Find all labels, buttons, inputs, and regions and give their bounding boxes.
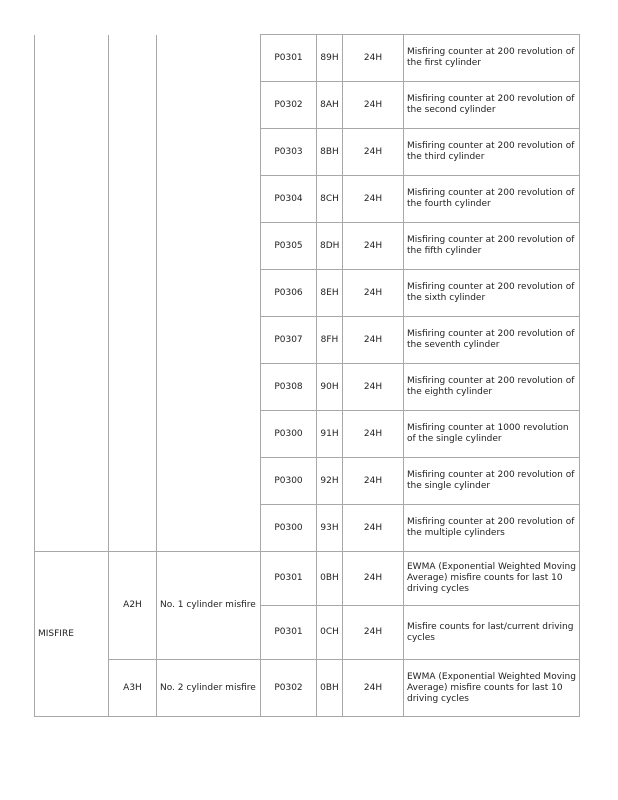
description: Misfiring counter at 200 revolution of the multiple cylinders — [404, 505, 580, 552]
test-id: 8FH — [317, 317, 343, 364]
dtc-code: P0300 — [261, 411, 317, 458]
dtc-code: P0302 — [261, 82, 317, 129]
description: Misfiring counter at 200 revolution of the fourth cylinder — [404, 176, 580, 223]
component-id: 24H — [343, 411, 404, 458]
component-id: 24H — [343, 35, 404, 82]
component-id: 24H — [343, 458, 404, 505]
dtc-code: P0301 — [261, 552, 317, 606]
dtc-code: P0303 — [261, 129, 317, 176]
dtc-code: P0301 — [261, 35, 317, 82]
description: Misfiring counter at 200 revolution of the seventh cylinder — [404, 317, 580, 364]
description: EWMA (Exponential Weighted Moving Average) misfire counts for last 10 driving cycles — [404, 660, 580, 717]
dtc-code: P0302 — [261, 660, 317, 717]
test-id: 8CH — [317, 176, 343, 223]
description: Misfiring counter at 200 revolution of the single cylinder — [404, 458, 580, 505]
test-id: 8DH — [317, 223, 343, 270]
dtc-code: P0304 — [261, 176, 317, 223]
component-id: 24H — [343, 552, 404, 606]
test-id: 0BH — [317, 552, 343, 606]
test-id: 8BH — [317, 129, 343, 176]
description: Misfiring counter at 200 revolution of the second cylinder — [404, 82, 580, 129]
description: Misfiring counter at 200 revolution of the fifth cylinder — [404, 223, 580, 270]
component-id: 24H — [343, 505, 404, 552]
test-id: 89H — [317, 35, 343, 82]
test-id: 0CH — [317, 606, 343, 660]
test-id: 0BH — [317, 660, 343, 717]
description: Misfiring counter at 1000 revolution of the single cylinder — [404, 411, 580, 458]
blank-col-3 — [157, 35, 261, 552]
table-row — [35, 552, 580, 606]
description: EWMA (Exponential Weighted Moving Average) misfire counts for last 10 driving cycles — [404, 552, 580, 606]
test-id: 92H — [317, 458, 343, 505]
dtc-code: P0300 — [261, 458, 317, 505]
component-id: 24H — [343, 82, 404, 129]
test-id: 8AH — [317, 82, 343, 129]
monitor-code: A2H — [109, 552, 157, 660]
description: Misfiring counter at 200 revolution of the eighth cylinder — [404, 364, 580, 411]
dtc-code: P0308 — [261, 364, 317, 411]
blank-col-1 — [35, 35, 109, 552]
monitor-description: No. 2 cylinder misfire — [157, 660, 261, 717]
test-id: 93H — [317, 505, 343, 552]
test-id: 91H — [317, 411, 343, 458]
description: Misfiring counter at 200 revolution of the sixth cylinder — [404, 270, 580, 317]
component-id: 24H — [343, 270, 404, 317]
component-id: 24H — [343, 317, 404, 364]
blank-col-2 — [109, 35, 157, 552]
misfire-monitor-table — [34, 34, 580, 717]
component-id: 24H — [343, 364, 404, 411]
dtc-code: P0305 — [261, 223, 317, 270]
dtc-code: P0301 — [261, 606, 317, 660]
description: Misfire counts for last/current driving cycles — [404, 606, 580, 660]
test-id: 90H — [317, 364, 343, 411]
component-id: 24H — [343, 660, 404, 717]
test-id: 8EH — [317, 270, 343, 317]
description: Misfiring counter at 200 revolution of the first cylinder — [404, 35, 580, 82]
component-id: 24H — [343, 606, 404, 660]
monitor-name: MISFIRE — [35, 552, 109, 717]
description: Misfiring counter at 200 revolution of the third cylinder — [404, 129, 580, 176]
dtc-code: P0306 — [261, 270, 317, 317]
component-id: 24H — [343, 223, 404, 270]
dtc-code: P0307 — [261, 317, 317, 364]
component-id: 24H — [343, 176, 404, 223]
dtc-code: P0300 — [261, 505, 317, 552]
monitor-description: No. 1 cylinder misfire — [157, 552, 261, 660]
table-row — [35, 660, 580, 717]
table-row — [35, 35, 580, 82]
component-id: 24H — [343, 129, 404, 176]
monitor-code: A3H — [109, 660, 157, 717]
